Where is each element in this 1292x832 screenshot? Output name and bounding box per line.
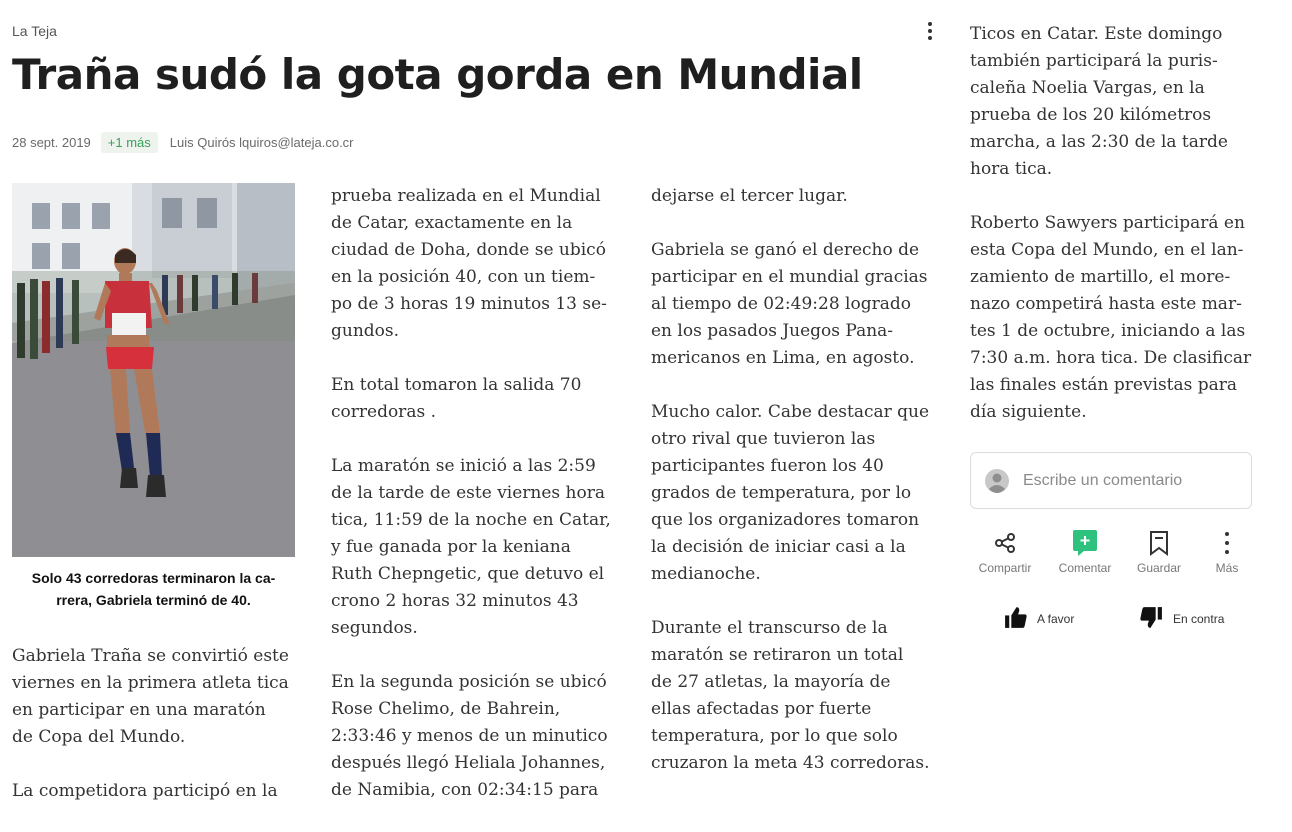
comment-input[interactable] [970, 452, 1252, 509]
article-photo [12, 183, 295, 557]
article-column-3 [651, 183, 936, 804]
article-meta [12, 132, 354, 153]
comment-plus-icon [1050, 529, 1120, 557]
paragraph: Ticos en Catar. Este domingo también participará la puris- caleña Noelia Vargas, en la prueba de los 20 kilómetros marcha, a las 2:30 de la tarde hora tica. [970, 24, 1228, 179]
article-column-2 [331, 183, 616, 831]
article-column-1 [12, 643, 297, 832]
paragraph: Durante el transcurso de la maratón se retiraron un total de 27 atletas, la mayoría de ellas afectadas por fuerte temperatura, por lo que solo cruzaron la meta 43 corredoras. [651, 618, 930, 773]
bookmark-icon [1124, 529, 1194, 557]
paragraph: La competidora participó en la [12, 781, 278, 801]
thumbs-down-icon [1139, 605, 1164, 633]
vote-favor-button[interactable]: A favor [1003, 605, 1074, 633]
photo-caption: Solo 43 corredoras terminaron la ca- rrera, Gabriela terminó de 40. [31, 570, 276, 608]
share-button[interactable]: Compartir [970, 529, 1040, 575]
comment-placeholder: Escribe un comentario [1023, 471, 1183, 489]
article-author: Luis Quirós lquiros@lateja.co.cr [169, 135, 354, 150]
publication-name: La Teja [12, 23, 57, 39]
paragraph: En la segunda posición se ubicó Rose Chelimo, de Bahrein, 2:33:46 y menos de un minutico después llegó Heliala Johannes, de Namibia, con 02:34:15 para [331, 672, 608, 800]
paragraph: Gabriela Traña se convirtió este viernes en la primera atleta tica en participar en una maratón de Copa del Mundo. [12, 646, 289, 747]
thumbs-up-icon [1003, 605, 1028, 633]
avatar [985, 469, 1009, 493]
more-vertical-icon [1192, 529, 1262, 557]
save-button[interactable]: Guardar [1124, 529, 1194, 575]
vote-contra-button[interactable]: En contra [1139, 605, 1224, 633]
paragraph: La maratón se inició a las 2:59 de la tarde de este viernes hora tica, 11:59 de la noche en Catar, y fue ganada por la keniana Ruth Chepngetic, que detuvo el crono 2 horas 32 minutos 43 segundos. [331, 456, 611, 638]
article-date: 28 sept. 2019 [12, 135, 91, 150]
paragraph: Gabriela se ganó el derecho de participar en el mundial gracias al tiempo de 02:49:28 logrado en los pasados Juegos Pana- mericanos en Lima, en agosto. [651, 240, 928, 368]
paragraph: dejarse el tercer lugar. [651, 186, 848, 206]
paragraph: Roberto Sawyers participará en esta Copa del Mundo, en el lan- zamiento de martillo, el more- nazo competirá hasta este mar- tes 1 de octubre, iniciando a las 7:30 a.m. hora tica. De clasificar las finales están previstas para día siguiente. [970, 213, 1252, 422]
comment-button[interactable]: Comentar [1050, 529, 1120, 575]
more-actions-button[interactable]: Más [1192, 529, 1262, 575]
article-title: Traña sudó la gota gorda en Mundial [12, 50, 863, 99]
more-options-icon[interactable] [918, 19, 942, 45]
action-bar [970, 529, 1252, 579]
share-icon [970, 529, 1040, 557]
paragraph: Mucho calor. Cabe destacar que otro rival que tuvieron las participantes fueron los 40 grados de temperatura, por lo que los organizadores tomaron la decisión de iniciar casi a la medianoche. [651, 402, 930, 584]
more-authors-button[interactable]: +1 más [101, 132, 158, 153]
article-column-4 [970, 21, 1255, 453]
paragraph: En total tomaron la salida 70 corredoras . [331, 375, 582, 422]
paragraph: prueba realizada en el Mundial de Catar, exactamente en la ciudad de Doha, donde se ubicó en la posición 40, con un tiem- po de 3 horas 19 minutos 13 se- gundos. [331, 186, 607, 341]
